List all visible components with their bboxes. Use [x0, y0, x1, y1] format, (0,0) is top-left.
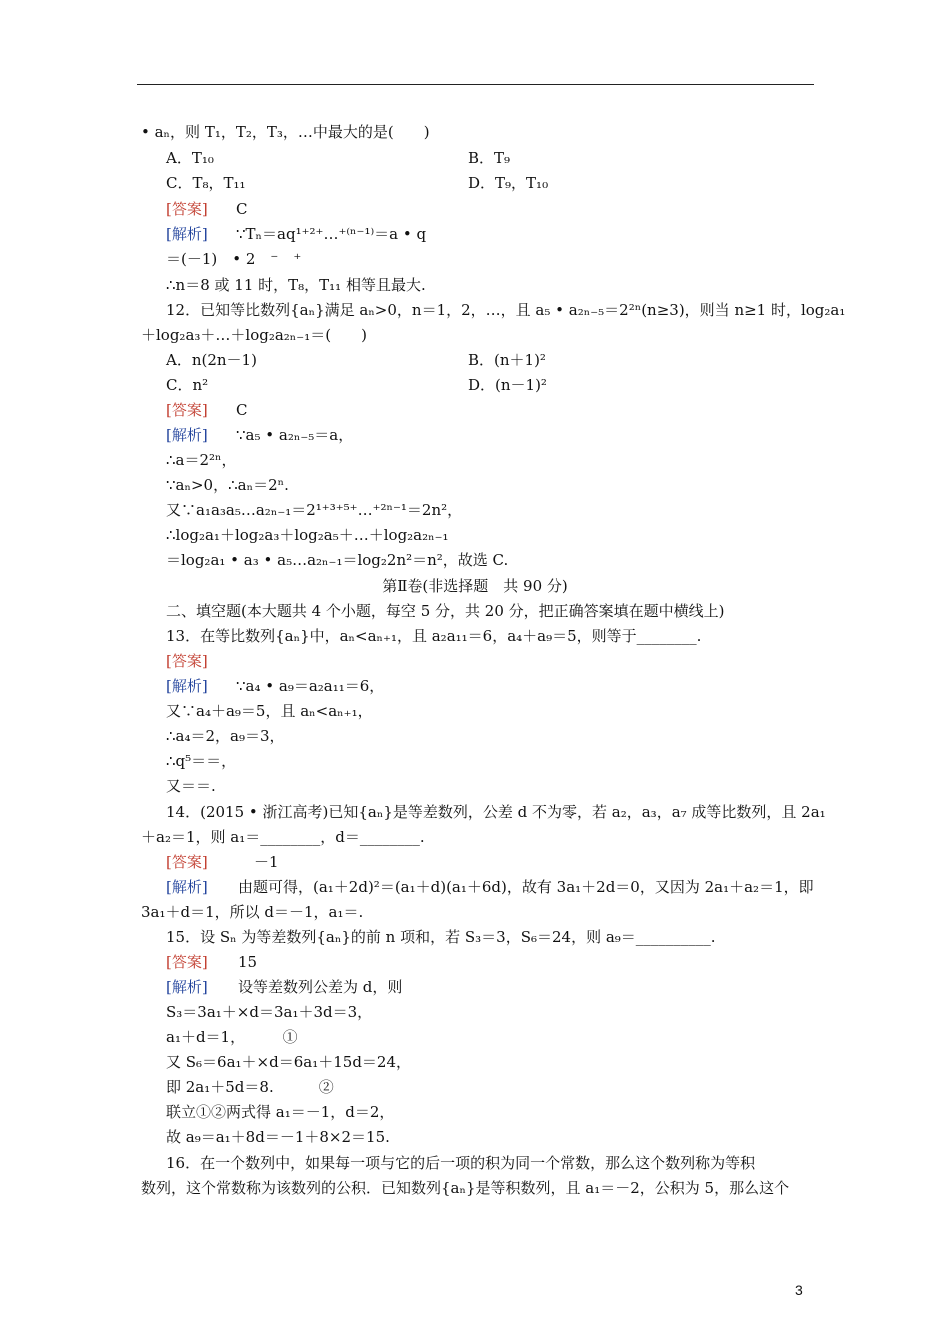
q14-analysis-line1: 由题可得，(a₁＋2d)²＝(a₁＋d)(a₁＋6d)，故有 3a₁＋2d＝0，又因为 2a₁＋a₂＝1，即 — [238, 878, 814, 896]
q15-answer-tag: [答案] — [166, 953, 208, 971]
section-title: 第Ⅱ卷(非选择题 共 90 分) — [382, 577, 568, 595]
q12-analysis-line3: ∵aₙ>0，∴aₙ＝2ⁿ. — [166, 476, 289, 494]
header-rule — [137, 84, 814, 85]
q15-stem: 15．设 Sₙ 为等差数列{aₙ}的前 n 项和，若 S₃＝3，S₆＝24，则 a₉＝__________. — [166, 928, 716, 946]
q15-analysis-line1: 设等差数列公差为 d，则 — [238, 978, 403, 996]
q14-answer-value: －1 — [254, 853, 279, 871]
q12-stem-line2: ＋log₂a₃＋…＋log₂a₂ₙ₋₁＝( ) — [141, 326, 367, 344]
q12-option-b: B．(n＋1)² — [468, 351, 546, 369]
q15-analysis-line5: 即 2a₁＋5d＝8. ② — [166, 1078, 334, 1096]
q12-option-d: D．(n－1)² — [468, 376, 547, 394]
q12-option-c: C．n² — [166, 376, 209, 394]
q12-answer-value: C — [236, 401, 248, 419]
q11-answer-value: C — [236, 200, 248, 218]
q14-analysis-tag: [解析] — [166, 878, 208, 896]
q13-analysis-line4: ∴q⁵＝＝， — [166, 752, 237, 770]
q11-analysis-line3: ∴n＝8 或 11 时，T₈，T₁₁ 相等且最大. — [166, 276, 426, 294]
q13-answer-tag: [答案] — [166, 652, 208, 670]
q15-answer-value: 15 — [238, 953, 258, 971]
section-instructions: 二、填空题(本大题共 4 个小题，每空 5 分，共 20 分，把正确答案填在题中横线上) — [166, 602, 725, 620]
q15-analysis-line6: 联立①②两式得 a₁＝－1，d＝2， — [166, 1103, 395, 1121]
q16-stem-line1: 16．在一个数列中，如果每一项与它的后一项的积为同一个常数，那么这个数列称为等积 — [166, 1154, 756, 1172]
q14-stem-line2: ＋a₂＝1，则 a₁＝________，d＝________. — [141, 828, 425, 846]
q11-stem-tail: • aₙ，则 T₁，T₂，T₃，…中最大的是( ) — [141, 123, 430, 141]
q12-option-a: A．n(2n－1) — [166, 351, 257, 369]
q12-analysis-tag: [解析] — [166, 426, 208, 444]
q12-analysis-line5: ∴log₂a₁＋log₂a₃＋log₂a₅＋…＋log₂a₂ₙ₋₁ — [166, 526, 449, 544]
q11-analysis-line1: ∵Tₙ＝aq¹⁺²⁺…⁺⁽ⁿ⁻¹⁾＝a • q — [236, 225, 427, 243]
q15-analysis-line2: S₃＝3a₁＋×d＝3a₁＋3d＝3， — [166, 1003, 373, 1021]
q12-analysis-line6: ＝log₂a₁ • a₃ • a₅…a₂ₙ₋₁＝log₂2n²＝n²，故选 C. — [166, 551, 509, 569]
q12-answer-tag: [答案] — [166, 401, 208, 419]
q14-answer-tag: [答案] — [166, 853, 208, 871]
q13-stem: 13．在等比数列{aₙ}中，aₙ<aₙ₊₁，且 a₂a₁₁＝6，a₄＋a₉＝5，则等于________. — [166, 627, 702, 645]
q15-analysis-line4: 又 S₆＝6a₁＋×d＝6a₁＋15d＝24， — [166, 1053, 412, 1071]
q13-analysis-line1: ∵a₄ • a₉＝a₂a₁₁＝6， — [236, 677, 385, 695]
q11-option-c: C．T₈，T₁₁ — [166, 174, 246, 192]
q11-answer-tag: [答案] — [166, 200, 208, 218]
q12-stem-line1: 12．已知等比数列{aₙ}满足 aₙ>0，n＝1，2，…，且 a₅ • a₂ₙ₋₅＝2²ⁿ(n≥3)，则当 n≥1 时，log₂a₁ — [166, 301, 846, 319]
q11-option-a: A．T₁₀ — [166, 149, 214, 167]
q11-analysis-tag: [解析] — [166, 225, 208, 243]
q16-stem-line2: 数列，这个常数称为该数列的公积．已知数列{aₙ}是等积数列，且 a₁＝－2，公积为 5，那么这个 — [141, 1179, 790, 1197]
q15-analysis-line7: 故 a₉＝a₁＋8d＝－1＋8×2＝15. — [166, 1128, 390, 1146]
page-number: 3 — [795, 1282, 803, 1298]
q13-analysis-line5: 又＝＝. — [166, 777, 216, 795]
q12-analysis-line4: 又∵a₁a₃a₅…a₂ₙ₋₁＝2¹⁺³⁺⁵⁺…⁺²ⁿ⁻¹＝2n²， — [166, 501, 463, 519]
q12-analysis-line1: ∵a₅ • a₂ₙ₋₅＝a， — [236, 426, 354, 444]
q15-analysis-line3: a₁＋d＝1， ① — [166, 1028, 298, 1046]
q15-analysis-tag: [解析] — [166, 978, 208, 996]
q14-stem-line1: 14．(2015 • 浙江高考)已知{aₙ}是等差数列，公差 d 不为零，若 a₂，a₃，a₇ 成等比数列，且 2a₁ — [166, 803, 826, 821]
q12-analysis-line2: ∴a＝2²ⁿ， — [166, 451, 237, 469]
q13-analysis-line3: ∴a₄＝2，a₉＝3， — [166, 727, 285, 745]
q13-analysis-tag: [解析] — [166, 677, 208, 695]
q14-analysis-line2: 3a₁＋d＝1，所以 d＝－1，a₁＝. — [141, 903, 364, 921]
q11-analysis-line2: ＝(－1) • 2 ⁻ ⁺ — [166, 250, 302, 268]
q13-analysis-line2: 又∵a₄＋a₉＝5，且 aₙ<aₙ₊₁， — [166, 702, 373, 720]
q11-option-d: D．T₉，T₁₀ — [468, 174, 549, 192]
q11-option-b: B．T₉ — [468, 149, 511, 167]
